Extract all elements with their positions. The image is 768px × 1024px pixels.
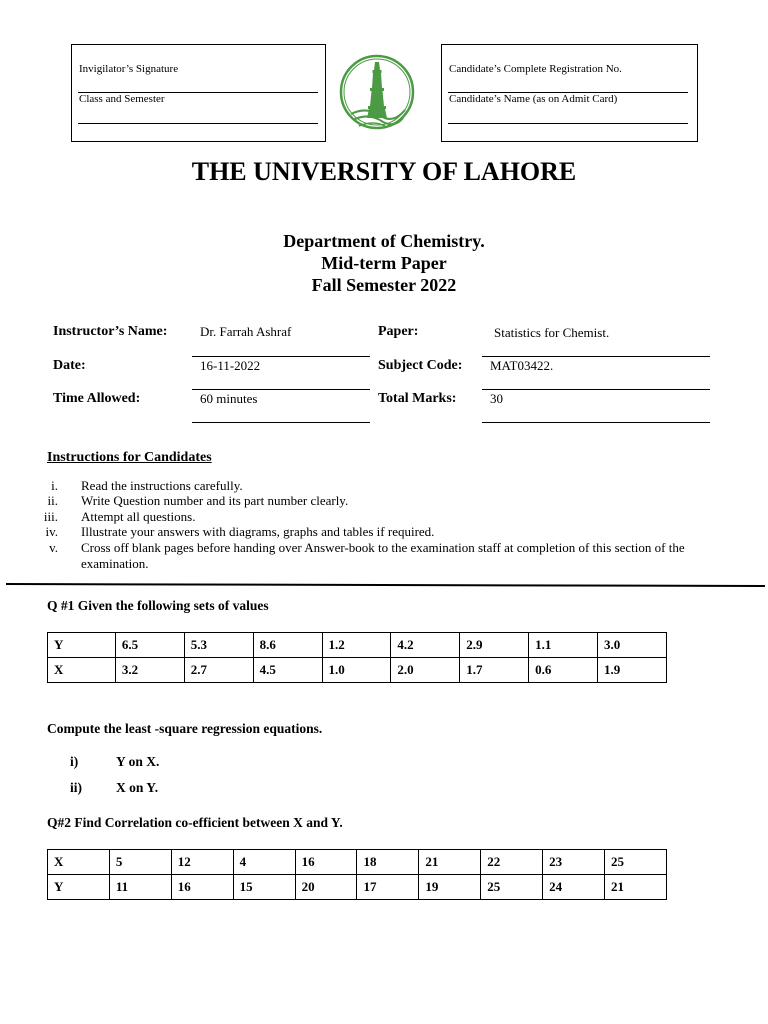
q2-heading: Q#2 Find Correlation co-efficient between X and Y. — [47, 815, 343, 830]
instruction-item: Illustrate your answers with diagrams, graphs and tables if required. — [81, 524, 435, 539]
time-allowed-label: Time Allowed: — [53, 391, 141, 406]
table-cell: 15 — [233, 875, 295, 900]
table-cell: 4.5 — [253, 658, 322, 683]
table-cell: 22 — [481, 850, 543, 875]
table-row — [48, 633, 667, 658]
instruction-item: Read the instructions carefully. — [81, 478, 243, 493]
date-label: Date: — [53, 358, 86, 373]
time-allowed-underline — [192, 422, 370, 423]
paper-type-title: Mid-term Paper — [321, 253, 447, 273]
table-cell: 1.1 — [529, 633, 598, 658]
table-cell: 18 — [357, 850, 419, 875]
table-cell: 1.0 — [322, 658, 391, 683]
table-cell: 20 — [295, 875, 357, 900]
table-cell: 2.0 — [391, 658, 460, 683]
section-divider — [0, 578, 768, 590]
instructor-label: Instructor’s Name: — [53, 324, 168, 339]
table-cell: 2.9 — [460, 633, 529, 658]
instruction-number: ii. — [47, 493, 58, 508]
table-cell: 5.3 — [184, 633, 253, 658]
table-cell: 8.6 — [253, 633, 322, 658]
table-cell: 16 — [295, 850, 357, 875]
q1-part-text: X on Y. — [116, 780, 159, 795]
instruction-number: iv. — [45, 524, 58, 539]
instructor-value: Dr. Farrah Ashraf — [200, 324, 292, 339]
table-cell: 6.5 — [115, 633, 184, 658]
q1-part-number: ii) — [70, 780, 82, 795]
table-cell: 12 — [171, 850, 233, 875]
subject-code-value: MAT03422. — [490, 358, 554, 373]
total-marks-underline — [482, 422, 710, 423]
invigilator-box — [71, 44, 326, 142]
total-marks-value: 30 — [490, 391, 503, 406]
table-cell: 4 — [233, 850, 295, 875]
q2-data-table — [47, 849, 667, 900]
table-cell: 5 — [109, 850, 171, 875]
university-logo — [337, 48, 417, 136]
candidate-name-label: Candidate’s Name (as on Admit Card) — [449, 93, 618, 105]
table-cell: 25 — [605, 850, 667, 875]
time-allowed-value: 60 minutes — [200, 391, 258, 406]
table-cell: 17 — [357, 875, 419, 900]
table-cell: X — [48, 658, 116, 683]
candidate-box — [441, 44, 698, 142]
table-row — [48, 850, 667, 875]
table-cell: 3.0 — [598, 633, 667, 658]
q1-data-table — [47, 632, 667, 683]
table-cell: 3.2 — [115, 658, 184, 683]
class-semester-line — [78, 123, 318, 124]
table-row — [48, 658, 667, 683]
q1-part-text: Y on X. — [116, 754, 160, 769]
table-cell: 11 — [109, 875, 171, 900]
table-row — [48, 875, 667, 900]
table-cell: 1.7 — [460, 658, 529, 683]
paper-underline — [482, 356, 710, 357]
table-cell: 1.2 — [322, 633, 391, 658]
paper-label: Paper: — [378, 324, 419, 339]
q1-instruction: Compute the least -square regression equations. — [47, 721, 323, 736]
table-cell: 23 — [543, 850, 605, 875]
table-cell: 16 — [171, 875, 233, 900]
instructions-heading: Instructions for Candidates — [47, 450, 212, 465]
date-underline — [192, 389, 370, 390]
instruction-item: Attempt all questions. — [81, 509, 196, 524]
minaret-logo-icon — [337, 48, 417, 136]
instructor-underline — [192, 356, 370, 357]
table-cell: 25 — [481, 875, 543, 900]
subject-code-label: Subject Code: — [378, 358, 463, 373]
semester-title: Fall Semester 2022 — [311, 275, 457, 295]
table-cell: Y — [48, 875, 110, 900]
table-cell: 24 — [543, 875, 605, 900]
table-cell: 21 — [605, 875, 667, 900]
q1-heading: Q #1 Given the following sets of values — [47, 598, 269, 613]
invigilator-signature-label: Invigilator’s Signature — [79, 63, 179, 75]
instruction-number: iii. — [43, 509, 58, 524]
table-cell: X — [48, 850, 110, 875]
instruction-item: Cross off blank pages before handing over Answer-book to the examination staff at completion of this section of the examination. — [81, 540, 685, 571]
subject-code-underline — [482, 389, 710, 390]
table-cell: 1.9 — [598, 658, 667, 683]
paper-value: Statistics for Chemist. — [494, 325, 610, 340]
university-title: THE UNIVERSITY OF LAHORE — [191, 157, 577, 186]
q1-part-number: i) — [70, 754, 79, 769]
table-cell: 21 — [419, 850, 481, 875]
table-cell: Y — [48, 633, 116, 658]
candidate-name-line — [448, 123, 688, 124]
table-cell: 2.7 — [184, 658, 253, 683]
table-cell: 19 — [419, 875, 481, 900]
table-cell: 0.6 — [529, 658, 598, 683]
table-cell: 4.2 — [391, 633, 460, 658]
date-value: 16-11-2022 — [200, 358, 261, 373]
department-title: Department of Chemistry. — [283, 231, 485, 251]
instruction-number: i. — [51, 478, 58, 493]
instruction-number: v. — [49, 540, 58, 555]
total-marks-label: Total Marks: — [378, 391, 457, 406]
instruction-item: Write Question number and its part number clearly. — [81, 493, 349, 508]
registration-number-label: Candidate’s Complete Registration No. — [449, 63, 622, 75]
class-semester-label: Class and Semester — [79, 93, 165, 105]
